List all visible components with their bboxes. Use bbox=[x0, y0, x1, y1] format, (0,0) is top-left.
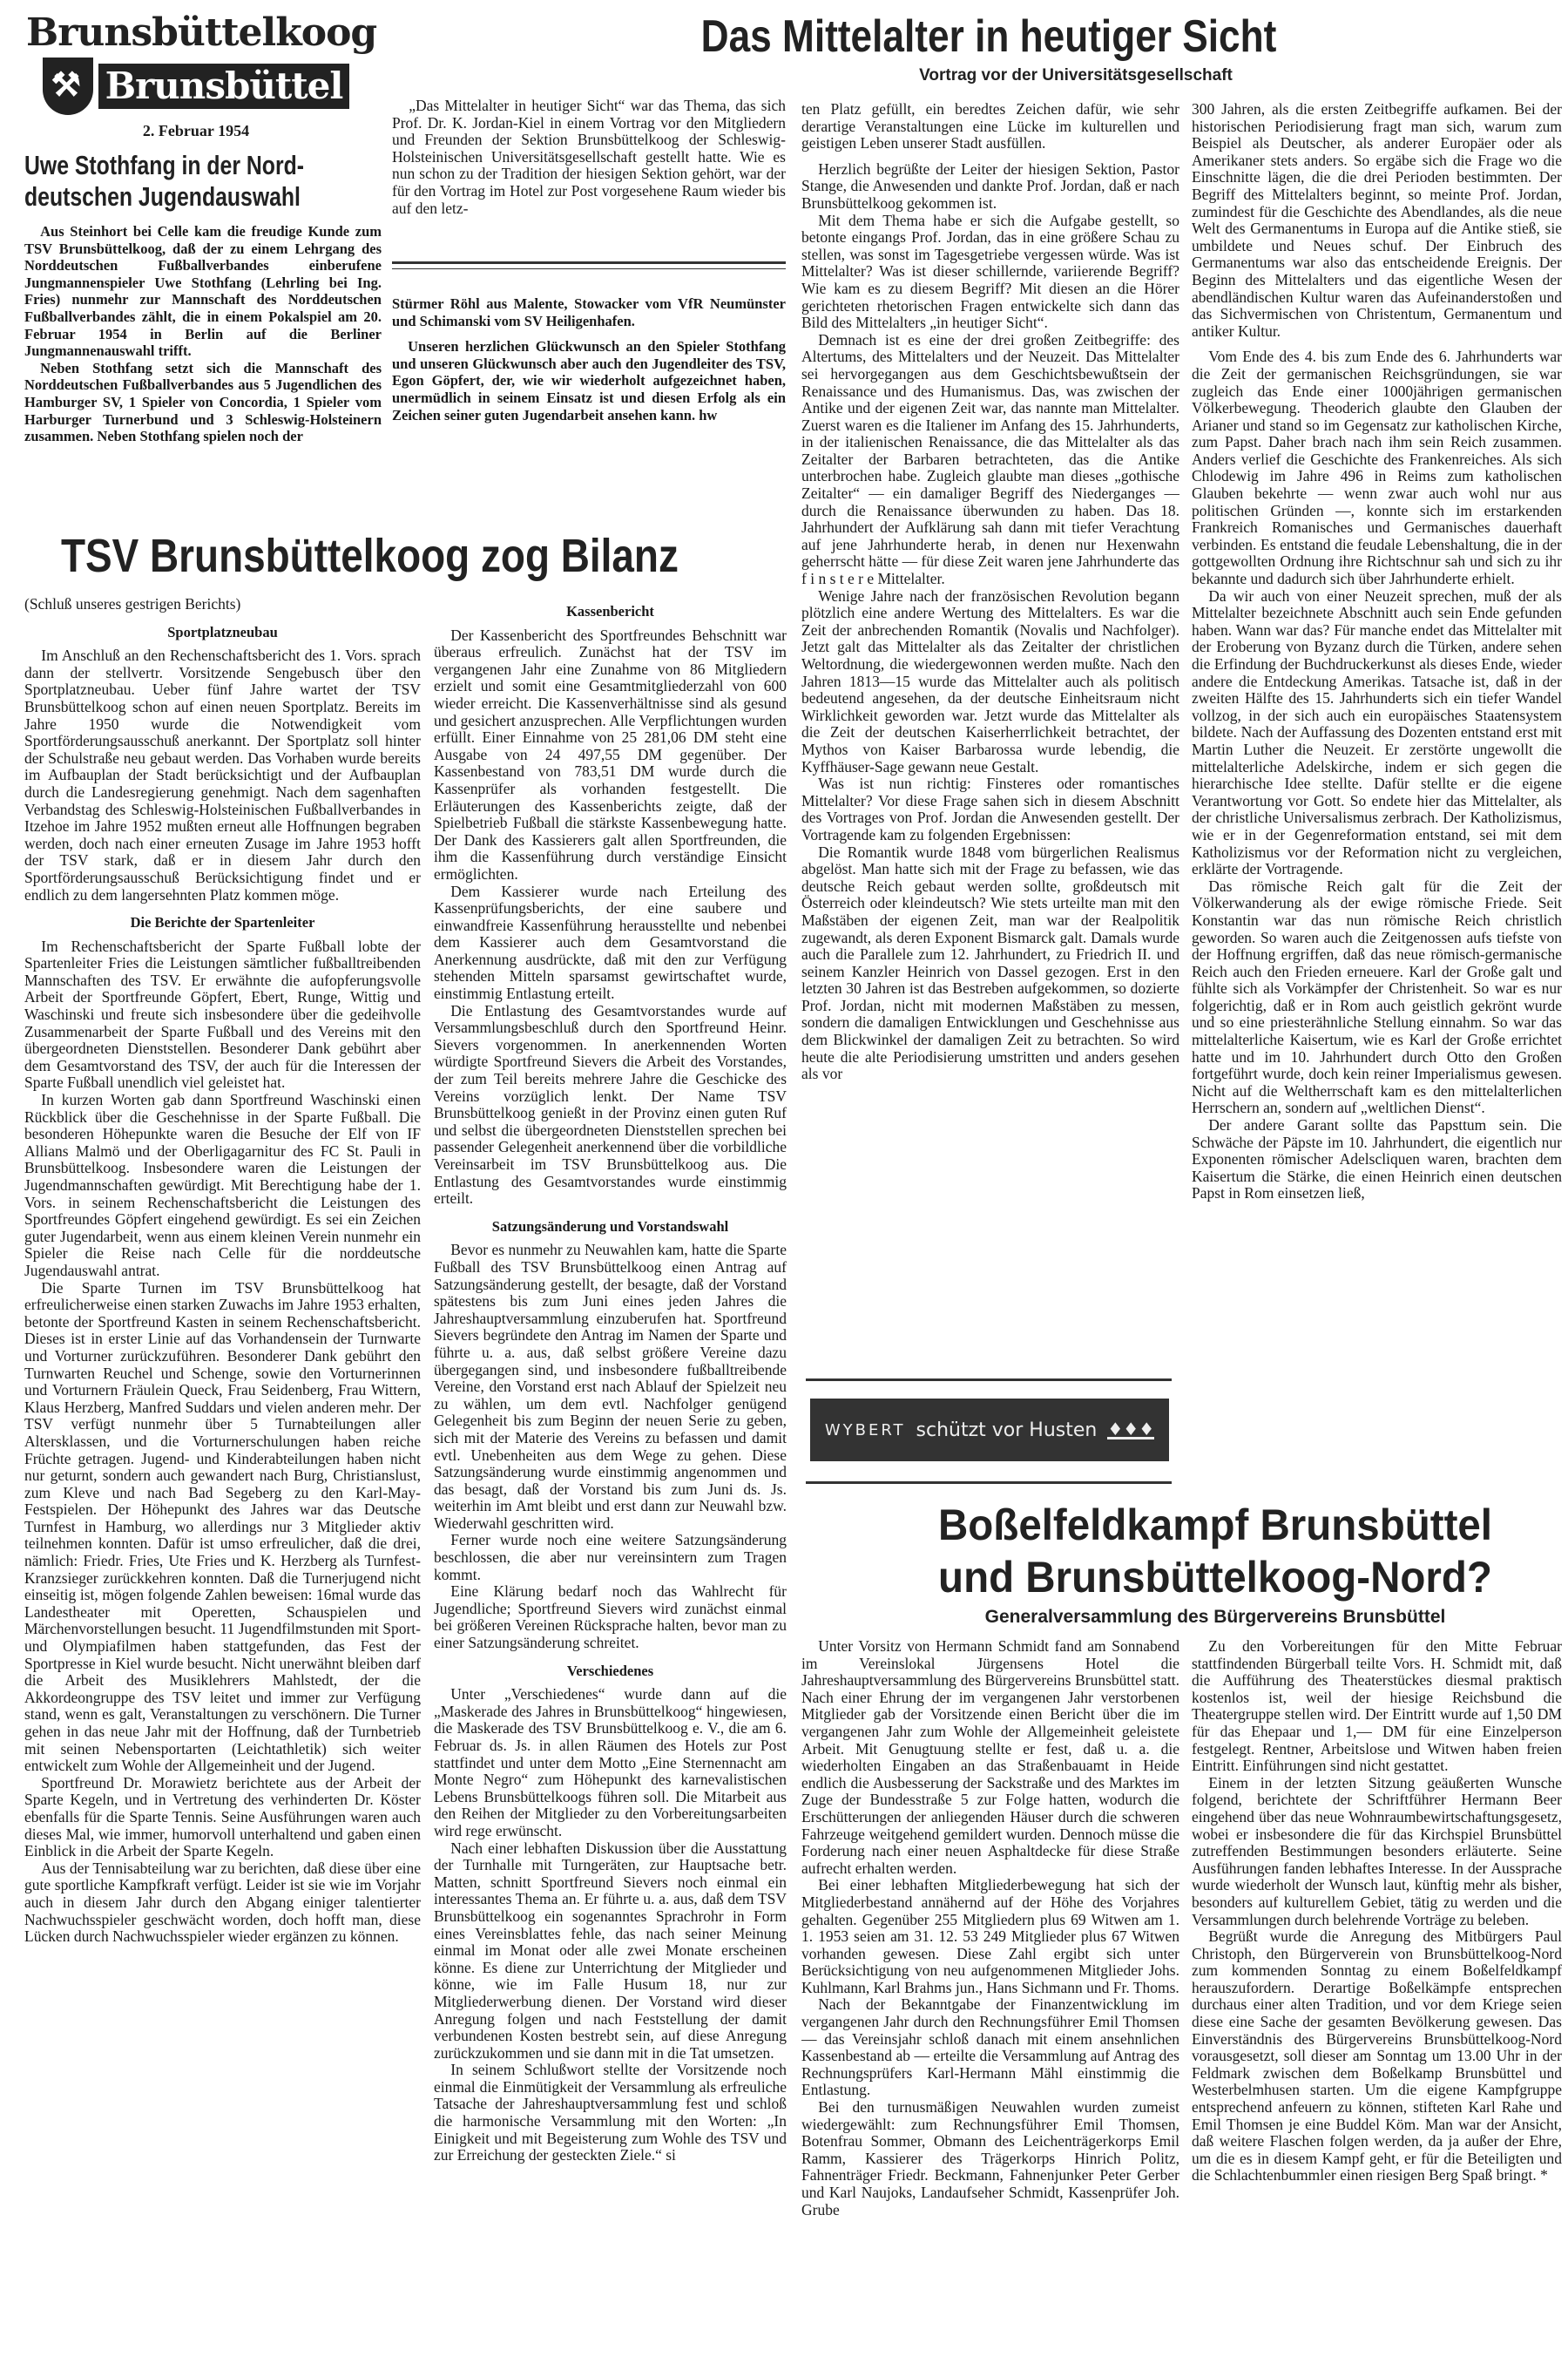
masthead-subtitle: Brunsbüttel bbox=[98, 64, 350, 109]
paragraph: Die Entlastung des Gesamtvorstandes wurde auf Versammlungsbeschluß durch den Sportfreund Heinr. Sievers vorgenommen. In anerkennenden Worten würdigte Sportfreund Sievers die Arbeit des Vorstandes, der zum Teil bereits mehrere Jahre die Geschicke des Vereins vorzüglich lenkt. Der Name TSV Brunsbüttelkoog genießt in der Provinz einen guten Ruf und selbst die übergeordneten Dienststellen sprechen bei passender Gelegenheit anerkennend über die vorbildliche Vereinsarbeit im TSV Brunsbüttelkoog aus. Die Entlastung des Gesamtvorstandes wurde einstimmig erteilt. bbox=[434, 1001, 787, 1208]
ad-slogan: schützt vor Husten bbox=[916, 1419, 1098, 1441]
masthead-logo bbox=[26, 9, 377, 115]
paragraph: Stürmer Röhl aus Malente, Stowacker vom VfR Neumünster und Schimanski vom SV Heiligenhafen. bbox=[392, 295, 786, 329]
paragraph: Vom Ende des 4. bis zum Ende des 6. Jahrhunderts war die Zeit der germanischen Reichsgründungen, sie war zugleich das Ende einer 1000jährigen germanischen Völkerbewegung. Theoderich glaubte den Glauben der Arianer und stand so im Gegensatz zur katholischen Kirche, zum Papst. Daher brach nach ihm sein Reich zusammen. Anders verlief die Geschichte des Frankenreiches. Als sich Chlodewig im Jahre 496 in Reims zum katholischen Glauben bekehrte — wenn zwar auch wohl nur aus politischen Gründen —, konnte sich im erstarkenden Frankreich Romanisches und Germanisches dauerhaft verbinden. Es entstand die feudale Lebenshaltung, die in der gottgewollten Ordnung ihre Richtschnur sah und sich zu ihr bekannte und dadurch sich über Jahrhunderte erhielt. bbox=[1192, 348, 1562, 588]
paragraph: Unseren herzlichen Glückwunsch an den Spieler Stothfang und unseren Glückwunsch aber auch den Jugendleiter des TSV, Egon Göpfert, der, wie wir wiederholt aufgezeichnet haben, unermüdlich in seinem Einsatz ist und diesen Erfolg als ein Zeichen seiner guten Jugendarbeit ansehen kann. hw bbox=[392, 338, 786, 423]
paragraph: (Schluß unseres gestrigen Berichts) bbox=[24, 595, 241, 613]
paragraph: Die Romantik wurde 1848 vom bürgerlichen Realismus abgelöst. Man hatte sich mit der Frage zu befassen, wie das deutsche Reich gebaut werden sollte, großdeutsch mit Österreich oder kleindeutsch? Wie stets urteilte man mit den Maßstäben der eigenen Zeit, man war der Realpolitik zugewandt, als deren Exponent Bismarck galt. Damals wurde auch die Parallele zum 12. Jahrhundert, zu Friedrich II. und seinem Kanzler Heinrich von Dassel gezogen. Erst in den letzten 30 Jahren ist das Bestreben aufgekommen, so dozierte Prof. Jordan, nicht mit modernen Maßstäben zu messen, sondern die damaligen Entwicklungen und Geschehnisse aus dem Blickwinkel der damaligen Zeit zu betrachten. So wird heute die alte Periodisierung umstritten und anders gesehen als vor bbox=[801, 843, 1179, 1083]
paragraph: In seinem Schlußwort stellte der Vorsitzende noch einmal die Einmütigkeit der Versammlung als erfreuliche Tatsache der Jahreshauptversammlung fest und schloß die harmonische Versammlung mit den Worten: „In Einigkeit und mit Begeisterung zum Wohle des TSV und zur Erreichung der gesteckten Ziele.“ si bbox=[434, 2061, 787, 2164]
paragraph: Im Rechenschaftsbericht der Sparte Fußball lobte der Spartenleiter Fries die Leistungen sämtlicher fußballtreibenden Mannschaften des TSV. Er erwähnte die aufopferungsvolle Arbeit der Sportfreunde Göpfert, Ebert, Runge, Wittig und Waschinski und freute sich insbesondere über die gedeihvolle Zusammenarbeit der Sparte Fußball und des Vereins mit den übergeordneten Dienststellen. Besonderer Dank gebührt aber dem Gesamtvorstand des TSV, der auch für die Interessen der Sparte Fußball unendlich viel geleistet hat. bbox=[24, 937, 421, 1092]
paragraph: Aus Steinhort bei Celle kam die freudige Kunde zum TSV Brunsbüttelkoog, daß der zu einem Lehrgang des Norddeutschen Fußballverbandes einberufene Jungmannenspieler Uwe Stothfang (Lehrling bei Ing. Fries) nunmehr zur Mannschaft des Norddeutschen Fußballverbandes zählt, die in einem Pokalspiel am 20. Februar 1954 in Berlin auf die Berliner Jungmannenauswahl trifft. bbox=[24, 223, 382, 360]
stuermer-article-body bbox=[392, 292, 786, 510]
paragraph: Bevor es nunmehr zu Neuwahlen kam, hatte die Sparte Fußball des TSV Brunsbüttelkoog einen Antrag auf Satzungsänderung gestellt, der besagte, daß der Vorstand spätestens bis zum Juni eines jeden Jahres die Jahreshauptversammlung einzuberufen hat. Sportfreund Sievers begründete den Antrag im Namen der Sparte und führte u. a. aus, daß selbst größere Vereine dazu übergegangen sind, und insbesondere fußballtreibende Vereine, den Vorstand erst nach Ablauf der Spielzeit neu zu wählen, um dem evtl. Nachfolger genügend Gelegenheit bis zum Beginn der neuen Serie zu geben, sich mit der Materie des Vereins zu befassen und damit evtl. Unebenheiten aus dem Wege zu gehen. Diese Satzungsänderung wurde einstimmig angenommen und das besagt, daß der Vorstand bis zum Juni ds. Js. weiterhin im Amt bleibt und erst dann zur Neuwahl bzw. Wiederwahl geschritten wird. bbox=[434, 1241, 787, 1532]
section-subheading: Die Berichte der Spartenleiter bbox=[130, 914, 315, 931]
tsv-headline: TSV Brunsbüttelkoog zog Bilanz bbox=[61, 530, 679, 582]
uwe-headline bbox=[24, 150, 304, 213]
paragraph: Das römische Reich galt für die Zeit der Völkerwanderung als der ewige römische Friede. Seit Konstantin war das nun römische Reich christlich geworden. So waren auch die Zeitgenossen aufs tiefste von der Hoffnung ergriffen, daß das neue römisch-germanische Reich auch den Frieden erneuere. Karl der Große galt und fühlte sich als Vorkämpfer der Christenheit. So war es nur folgerichtig, daß er in Rom auch geistlich gekrönt wurde und so eine priesterähnliche Stellung einnahm. So war das mittelalterliche Kaisertum, wie es Karl der Große errichtet hatte und im 10. Jahrhundert durch Otto den Großen fortgeführt wurde, doch kein reiner Imperialismus gewesen. Nicht auf die Weltherrschaft kam es den mittelalterlichen Herrschern an, sondern auf „weltlichen Dienst“. bbox=[1192, 877, 1562, 1117]
paragraph: Nach einer lebhaften Diskussion über die Ausstattung der Turnhalle mit Turngeräten, zur Hauptsache betr. Matten, schnitt Sportfreund Sievers noch einmal ein interessantes Thema an. Er führte u. a. aus, daß dem TSV Brunsbüttelkoog ein sogenanntes Sprachrohr in Form eines Vereinsblattes fehle, das nach seiner Meinung einmal im Monat oder alle zwei Monate erscheinen könne. Es diene zur Unterrichtung der Mitglieder und könne, wie im Falle Husum 18, nur zur Mitgliederwerbung dienen. Der Vorstand wird dieser Anregung folgen und nach Feststellung der damit verbundenen Kosten bestrebt sein, auf diese Anregung zurückzukommen und sie dann mit in die Tat umsetzen. bbox=[434, 1839, 787, 2062]
section-subheading: Verschiedenes bbox=[566, 1662, 654, 1679]
paragraph: Unter Vorsitz von Hermann Schmidt fand am Sonnabend im Vereinslokal Jürgensens Hotel die Jahreshauptversammlung des Bürgervereins Brunsbüttel statt. Nach einer Ehrung der im vergangenen Jahr verstorbenen Mitglieder gab der Vorsitzende einen Bericht über die im vergangenen Jahr zum Wohle der Allgemeinheit geleistete Arbeit. Mit Genugtuung stellte er fest, daß u. a. die wiederholten Eingaben an das Straßenbauamt in Heide endlich die Ausbesserung der Sackstraße und des Marktes im Zuge der Bundesstraße 5 zur Folge hatten, wodurch die Erschütterungen der anliegenden Häuser durch die schweren Fahrzeuge weitgehend gemildert wurden. Dennoch müsse die Forderung nach einer neuen Asphaltdecke für diese Straße aufrecht erhalten werden. bbox=[801, 1638, 1179, 1877]
paragraph: Einem in der letzten Sitzung geäußerten Wunsche folgend, berichtete der Schriftführer Hermann Beer eingehend über das neue Wohnraumbewirtschaftungsgesetz, wobei er insbesondere die für das Kirchspiel Brunsbüttel zutreffenden Bestimmungen besonders erläuterte. Seine Ausführungen fanden lebhaftes Interesse. In der Aussprache wurde wiederholt der Wunsch laut, künftig mehr als bisher, besonders auf kulturellem Gebiet, tätig zu werden und die Versammlungen durch belehrende Vorträge zu beleben. bbox=[1192, 1773, 1562, 1928]
wybert-ad bbox=[810, 1399, 1169, 1461]
section-subheading: Satzungsänderung und Vorstandswahl bbox=[491, 1217, 729, 1235]
paragraph: Nach der Bekanntgabe der Finanzentwicklung im vergangenen Jahr durch den Rechnungsführer Emil Thomsen — das Vereinsjahr schloß danach mit einem ansehnlichen Kassenbestand ab — erteilte die Versammlung auf Antrag des Rechnungsprüfers Karl-Hermann Mähl einstimmig die Entlastung. bbox=[801, 1995, 1179, 2099]
tsv-col-1 bbox=[24, 593, 421, 2357]
section-subheading: Sportplatzneubau bbox=[167, 623, 278, 640]
divider bbox=[806, 1481, 1172, 1484]
paragraph: Im Anschluß an den Rechenschaftsbericht des 1. Vors. sprach dann der stellvertr. Vorsitzende Sengebusch über den Sportplatzneubau. Ueber fünf Jahre wartet der TSV Brunsbüttelkoog schon auf einen neuen Sportplatz. Bereits im Jahre 1950 wurde die Notwendigkeit vom Sportförderungsausschuß anerkannt. Der Sportplatz soll hinter der Schulstraße neu gebaut werden. Das Vorhaben wurde bereits im Aufbauplan der Stadt berücksichtigt und der Aufbauplan durch die Landesregierung genehmigt. Nach dem sagenhaften Verbandstag des Schleswig-Holsteinischen Fußballverbandes in Itzehoe im Jahre 1952 mußten erneut alle Hoffnungen begraben werden, doch nach einer erneuten Zusage im Jahre 1953 hofft der TSV stark, daß er in diesem Jahr durch den Sportförderungsausschuß Berücksichtigung findet und er endlich zu dem langersehnten Platz kommen möge. bbox=[24, 647, 421, 904]
mittelalter-col-2 bbox=[801, 98, 1179, 1374]
ad-brand: WYBERT bbox=[824, 1420, 906, 1439]
paragraph: Bei einer lebhaften Mitgliederbewegung hat sich der Mitgliederbestand annähernd auf der Höhe des Vorjahres gehalten. Gegenüber 255 Mitgliedern plus 69 Witwen am 1. 1. 1953 seien am 31. 12. 53 249 Mitglieder plus 67 Witwen vorhanden gewesen. Diese Zahl ergibt sich unter Berücksichtigung von neu aufgenommenen Mitglieder Johs. Kuhlmann, Karl Brahms jun., Hans Sichmann und Fr. Thoms. bbox=[801, 1876, 1179, 1996]
paragraph: Begrüßt wurde die Anregung des Mitbürgers Paul Christoph, den Bürgerverein von Brunsbüttelkoog-Nord zum kommenden Sonntag zu einem Boßelfeldkampf herauszufordern. Derartige Boßelkämpfe entsprechen durchaus einer alten Tradition, und vor dem Kriege seien diese eine Sache der gesamten Bevölkerung gewesen. Das Einverständnis des Bürgervereins Brunsbüttelkoog-Nord vorausgesetzt, soll dieser am Sonntag um 13.00 Uhr in der Feldmark zwischen dem Boßelkamp Brunsbüttel und Westerbelmhusen starten. Um die eigene Kampfgruppe entsprechend anfeuern zu können, stifteten Karl Rahe und Emil Thomsen je eine Buddel Köm. Man war der Ansicht, daß weitere Flaschen folgen werden, da ja außer der Ehre, um die es in diesem Kampf geht, er für die Beteiligten und die Schlachtenbummler einen riesigen Berg Spaß bringt. * bbox=[1192, 1927, 1562, 2184]
paragraph: Dem Kassierer wurde nach Erteilung des Kassenprüfungsberichts, der eine saubere und einwandfreie Kassenführung herausstellte und nebenbei dem Kassierer auch dem Gesamtvorstand die Anerkennung ausdrückte, daß mit den zur Verfügung stehenden Mitteln sparsamst gewirtschaftet wurde, einstimmig Entlastung erteilt. bbox=[434, 882, 787, 1003]
uwe-article-body bbox=[24, 223, 382, 504]
mittelalter-headline: Das Mittelalter in heutiger Sicht bbox=[700, 11, 1277, 62]
bossel-headline bbox=[889, 1499, 1543, 1603]
paragraph: Mit dem Thema habe er sich die Aufgabe gestellt, so betonte eingangs Prof. Jordan, das in eine größere Schau zu stellen, was sonst im Tagesgetriebe vergessen würde. Was ist Mittelalter? Was ist dieser schillernde, variierende Begriff? Wie kam es zu diesem Begriff? Mit diesen an die Hörer gerichteten rhetorischen Fragen entwickelte sich dann das Bild des Mittelalters „in heutiger Sicht“. bbox=[801, 211, 1179, 332]
bossel-subtitle: Generalversammlung des Bürgervereins Brunsbüttel bbox=[984, 1607, 1446, 1627]
divider bbox=[392, 261, 786, 264]
mittelalter-col-3 bbox=[1192, 98, 1562, 1467]
paragraph: Der Kassenbericht des Sportfreundes Behschnitt war überaus erfreulich. Zunächst hat der TSV im vergangenen Jahr eine Zunahme von 86 Mitgliedern erzielt und somit eine Gesamtmitgliederzahl von 600 wieder erreicht. Die Kassenverhältnisse sind als gesund und gesichert anzusprechen. Alle Verpflichtungen wurden erfüllt. Einer Einnahme von 25 281,06 DM steht eine Ausgabe von 24 497,55 DM gegenüber. Der Kassenbestand von 783,51 DM wurde durch die Kassenprüfer als vorhanden festgestellt. Die Erläuterungen des Kassenberichts zeigte, daß der Spielbetrieb Fußball die stärkste Kassenbewegung hatte. Der Dank des Kassierers galt allen Sportfreunden, die ihm die Kassenführung durch verständige Einsicht ermöglichten. bbox=[434, 626, 787, 883]
paragraph: ten Platz gefüllt, ein beredtes Zeichen dafür, wie sehr derartige Veranstaltungen eine Lücke im kulturellen und geistigen Leben unserer Stadt ausfüllen. bbox=[801, 100, 1179, 152]
paragraph: Neben Stothfang setzt sich die Mannschaft des Norddeutschen Fußballverbandes aus 5 Jugendlichen des Hamburger SV, 1 Spieler von Concordia, 1 Spieler vom Harburger Turnerbund und 3 Schleswig-Holsteinern zusammen. Neben Stothfang spielen noch der bbox=[24, 359, 382, 445]
paragraph: „Das Mittelalter in heutiger Sicht“ war das Thema, das sich Prof. Dr. K. Jordan-Kiel in einem Vortrag vor den Mitgliedern und Freunden der Sektion Brunsbüttelkoog der Schleswig-Holsteinischen Universitätsgesellschaft gestellt hatte. Wie es nun schon zu der Tradition der hiesigen Sektion gehört, war der für den Vortrag im Hotel zur Post vorgesehene Raum wieder bis auf den letz- bbox=[392, 98, 786, 217]
paragraph: Unter „Verschiedenes“ wurde dann auf die „Maskerade des Jahres in Brunsbüttelkoog“ hingewiesen, die Maskerade des TSV Brunsbüttelkoog e. V., die am 6. Februar ds. Js. in allen Räumen des Hotels zur Post stattfindet und unter dem Motto „Eine Sternennacht am Monte Negro“ zum Höhepunkt des karnevalistischen Lebens Brunsbüttelkoogs führen soll. Die Mitarbeit aus den Reihen der Mitglieder zu den Vorbereitungsarbeiten wird rege erwünscht. bbox=[434, 1685, 787, 1839]
paragraph: Zu den Vorbereitungen für den Mitte Februar stattfindenden Bürgerball teilte Vors. H. Schmidt mit, daß die Aufführung des Theaterstückes diesmal praktisch kostenlos ist, weil der hiesige Reichsbund die Theatergruppe stellen wird. Der Eintritt wurde auf 1,50 DM für das Ehepaar und 1,— DM für eine Einzelperson festgelegt. Rentner, Arbeitslose und Witwen haben freien Eintritt. Einführungen sind nicht gestattet. bbox=[1192, 1638, 1562, 1775]
paragraph: Was ist nun richtig: Finsteres oder romantisches Mittelalter? Vor diese Frage sahen sich in diesem Abschnitt des Vortrages von Prof. Jordan die Anwesenden gestellt. Der Vortragende kam zu folgenden Ergebnissen: bbox=[801, 775, 1179, 843]
paragraph: Bei den turnusmäßigen Neuwahlen wurden zumeist wiedergewählt: zum Rechnungsführer Emil Thomsen, Botenfrau Sommer, Obmann des Leichenträgerkorps Emil Ramm, Kassierer des Trägerkorps Hinrich Politz, Fahnenträger Friedr. Beckmann, Fahnenjunker Peter Gerber und Karl Naujoks, Landaufseher Schmidt, Kassenprüfer Joh. Grube bbox=[801, 2098, 1179, 2218]
paragraph: Der andere Garant sollte das Papsttum sein. Die Schwäche der Päpste im 10. Jahrhundert, die eigentlich nur Exponenten römischer Adelscliquen waren, brachten dem Kaisertum die Stärke, die einen Heinrich einen deutschen Papst in Rom einsetzen ließ, bbox=[1192, 1116, 1562, 1202]
paragraph: Da wir auch von einer Neuzeit sprechen, muß der als Mittelalter bezeichnete Abschnitt auch sein Ende gefunden haben. Wann war das? Für manche endet das Mittelalter mit der Eroberung von Byzanz durch die Türken, andere sehen die Erfindung der Buchdruckerkunst als dieses Ende, wieder andere die Entdeckung Amerikas. Tatsache ist, daß in der zweiten Hälfte des 15. Jahrhunderts sich ein tiefer Wandel vollzog, in der sich auch ein europäisches Staatensystem bildete. Nach der Auffassung des Dozenten entstand erst mit Martin Luther die Neuzeit. Er zerstörte ungewollt die mittelalterliche Adelskirche, indem er sich gegen die hierarchische Idee stellte. Dafür stellte er die eigene Verantwortung vor Gott. So endete hier das Mittelalter, als der christliche Universalismus zerbrach. Der Katholizismus, wie er in der Gegenreformation entstand, sei mit dem Katholizismus vor der Reformation nicht zu vergleichen, erklärte der Vortragende. bbox=[1192, 586, 1562, 878]
bossel-col-2 bbox=[1192, 1638, 1562, 2357]
paragraph: Sportfreund Dr. Morawietz berichtete aus der Arbeit der Sparte Kegeln, und in Vertretung des verhinderten Dr. Köster ebenfalls für die Sparte Tennis. Seine Ausführungen waren auch dieses Mal, wie immer, humorvoll unterhaltend und gaben einen Einblick in die Arbeit der Sparte Kegeln. bbox=[24, 1773, 421, 1860]
bossel-headline-line: und Brunsbüttelkoog-Nord? bbox=[938, 1553, 1492, 1602]
paragraph: 300 Jahren, als die ersten Zeitbegriffe aufkamen. Bei der historischen Periodisierung fragt man sich, warum zum Beispiel als Deutscher, als anderer Europäer oder als Amerikaner stets anders. So ergäbe sich die Frage wo die Einschnitte lägen, die die drei Perioden bestimmten. Der Begriff des Mittelalters beginnt, so meinte Prof. Jordan, zumindest für die Geschichte des Abendlandes, als die neue Welt des Germanentums in Europa auf die Antike stieß, sie umbildete und Neues schuf. Der Einbruch des Germanentums war also das entscheidende Ereignis. Der Beginn des Mittelalters und das eigentliche Wesen der abendländischen Kultur waren das Aufeinanderstoßen und das Sichvermischen von Christentum, Germanentum und antiker Kultur. bbox=[1192, 100, 1562, 340]
paragraph: Eine Klärung bedarf noch das Wahlrecht für Jugendliche; Sportfreund Sievers wird zunächst einmal bei größeren Vereinen Rücksprache halten, bevor man zu einer Satzungsänderung schreitet. bbox=[434, 1582, 787, 1652]
issue-date: 2. Februar 1954 bbox=[142, 122, 250, 139]
mittelalter-col-1 bbox=[392, 98, 786, 237]
paragraph: Ferner wurde noch eine weitere Satzungsänderung beschlossen, die aber nur vereinsintern zum Tragen kommt. bbox=[434, 1531, 787, 1583]
section-subheading: Kassenbericht bbox=[566, 603, 654, 620]
bossel-headline-line: Boßelfeldkampf Brunsbüttel bbox=[937, 1500, 1492, 1549]
paragraph: Aus der Tennisabteilung war zu berichten, daß diese über eine gute sportliche Kampfkraft verfügt. Leider ist sie wie im Vorjahr auch in diesem Jahr durch den Abgang einiger talentierter Nachwuchsspieler geschwächt worden, doch hofft man, diese Lücken durch Nachwuchsspieler wieder ergänzen zu können. bbox=[24, 1859, 421, 1946]
divider bbox=[392, 268, 786, 269]
paragraph: Die Sparte Turnen im TSV Brunsbüttelkoog hat erfreulicherweise einen starken Zuwachs im Jahre 1953 erhalten, betonte der Sportfreund Kasten in seinem Rechenschaftsbericht. Dieses ist in erster Linie auf das Vorhandensein der Turnwarte und Vorturner zurückzuführen. Besonderer Dank gebührt den Turnwarten Reuchel und Schenge, sowie den Vorturnerinnen und Vorturnern Fräulein Queck, Frau Seidenberg, Frau Wittern, Klaus Herzberg, Manfred Suddars und vielen anderen mehr. Der TSV verfügt nunmehr über 5 Turnabteilungen aller Altersklassen, und die Vorturnerschulungen haben reiche Früchte getragen. Jugend- und Kinderabteilungen haben nicht nur geturnt, sondern auch gewandert nach Burg, Christianslust, zum Kleve und nach Bad Segeberg zu den Karl-May-Festspielen. Der Höhepunkt des Jahres war das Deutsche Turnfest in Hamburg, wo allerdings nur 3 Mitglieder aktiv teilnehmen konnten. Dafür ist umso erfreulicher, daß die drei, nämlich: Friedr. Fries, Ute Fries und K. Herzberg als Turnfest-Kranzsieger zurückkehren konnten. Daß die Turnerjugend nicht einseitig ist, mögen folgende Zahlen beweisen: 16mal wurde das Landestheater mit Operetten, Schauspielen und Märchenvorstellungen besucht. 11 Jugendfilmstunden mit Sport- und Olympiafilmen haben stattgefunden, das Fest der Sportpresse in Kiel wurde besucht. Nicht unerwähnt bleiben darf die Arbeit des Musiklehrers Mahlstedt, der die Akkordeongruppe des TSV leitet und immer zur Verfügung stand, wenn es galt, Veranstaltungen zu verschönern. Die Turner gehen in das neue Jahr mit der Hoffnung, daß der Turnbetrieb mit seinen Nebensportarten (Leichtathletik) sich weiter entwickelt zum Wohle der Allgemeinheit und der Jugend. bbox=[24, 1278, 421, 1775]
paragraph: Demnach ist es eine der drei großen Zeitbegriffe: des Altertums, des Mittelalters und der Neuzeit. Das Mittelalter sei hervorgegangen aus dem Geschichtsbewußtsein der Renaissance und des Humanismus. Das, was zwischen der Antike und der eigenen Zeit war, das nannte man Mittelalter. Zuerst waren es die Italiener im Anfang des 15. Jahrhunderts, in der italienischen Renaissance, die das Mittelalter als das Zeitalter der Barbaren betrachteten, das die Antike unterbrochen habe. Zugleich glaubte man dieses „gothische Zeitalter“ — ein damaliger Begriff des Niederganges — durch die Renaissance überwunden zu haben. Das 18. Jahrhundert der Aufklärung sah dann mit tiefer Verachtung auf jene Jahrhunderte herab, in denen nur Hexenwahn geherrscht hätte — für diese Zeit waren jene Jahrhunderte das f i n s t e r e Mittelalter. bbox=[801, 330, 1179, 588]
coat-of-arms-icon bbox=[43, 58, 93, 115]
drops-logo-icon: ♦♦♦ bbox=[1107, 1418, 1155, 1439]
masthead-title: Brunsbüttelkoog bbox=[26, 10, 377, 55]
paragraph: Wenige Jahre nach der französischen Revolution begann plötzlich eine andere Wertung des Mittelalters. Es war die Zeit der anbrechenden Romantik (Novalis und Nachfolger). Jetzt galt das Mittelalter als das Zeitalter der christlichen Weltordnung, die wiedergewonnen werden mußte. Nach den Jahren 1813—15 wurde das Mittelalter auch als politisch bedeutend angesehen, da der deutsche Einheitsraum nicht Wirklichkeit geworden war. Jetzt wurde das Mittelalter als die Zeit der deutschen Kaiserherrlichkeit betrachtet, der Mythos von Kaiser Barbarossa wurde lebendig, die Kyffhäuser-Sage gewann neue Gestalt. bbox=[801, 586, 1179, 776]
tsv-col-2 bbox=[434, 593, 787, 2357]
uwe-headline-line: deutschen Jugendauswahl bbox=[24, 181, 301, 212]
divider bbox=[806, 1378, 1172, 1381]
paragraph: Herzlich begrüßte der Leiter der hiesigen Sektion, Pastor Stange, die Anwesenden und dankte Prof. Jordan, daß er nach Brunsbüttelkoog gekommen ist. bbox=[801, 159, 1179, 212]
uwe-headline-line: Uwe Stothfang in der Nord- bbox=[24, 150, 305, 180]
bossel-col-1 bbox=[801, 1638, 1179, 2357]
paragraph: In kurzen Worten gab dann Sportfreund Waschinski einen Rückblick über die Geschehnisse in der Sparte Fußball. Die besonderen Höhepunkte waren die Besuche der Elf von IF Allians Malmö und der Oberligagarnitur des FC St. Pauli in Brunsbüttelkoog. Insbesondere waren die Leistungen der Jugendmannschaften gewürdigt. Mit Berechtigung habe der 1. Vors. in seinem Rechenschaftsbericht die Leistungen des Sportfreundes Göpfert eingehend gewürdigt. Es sei ein Zeichen guter Jugendarbeit, wenn aus einem kleinen Verein nunmehr ein Spieler die Reise nach Celle für die norddeutsche Jugendauswahl antrat. bbox=[24, 1091, 421, 1279]
mittelalter-subtitle: Vortrag vor der Universitätsgesellschaft bbox=[919, 66, 1233, 85]
